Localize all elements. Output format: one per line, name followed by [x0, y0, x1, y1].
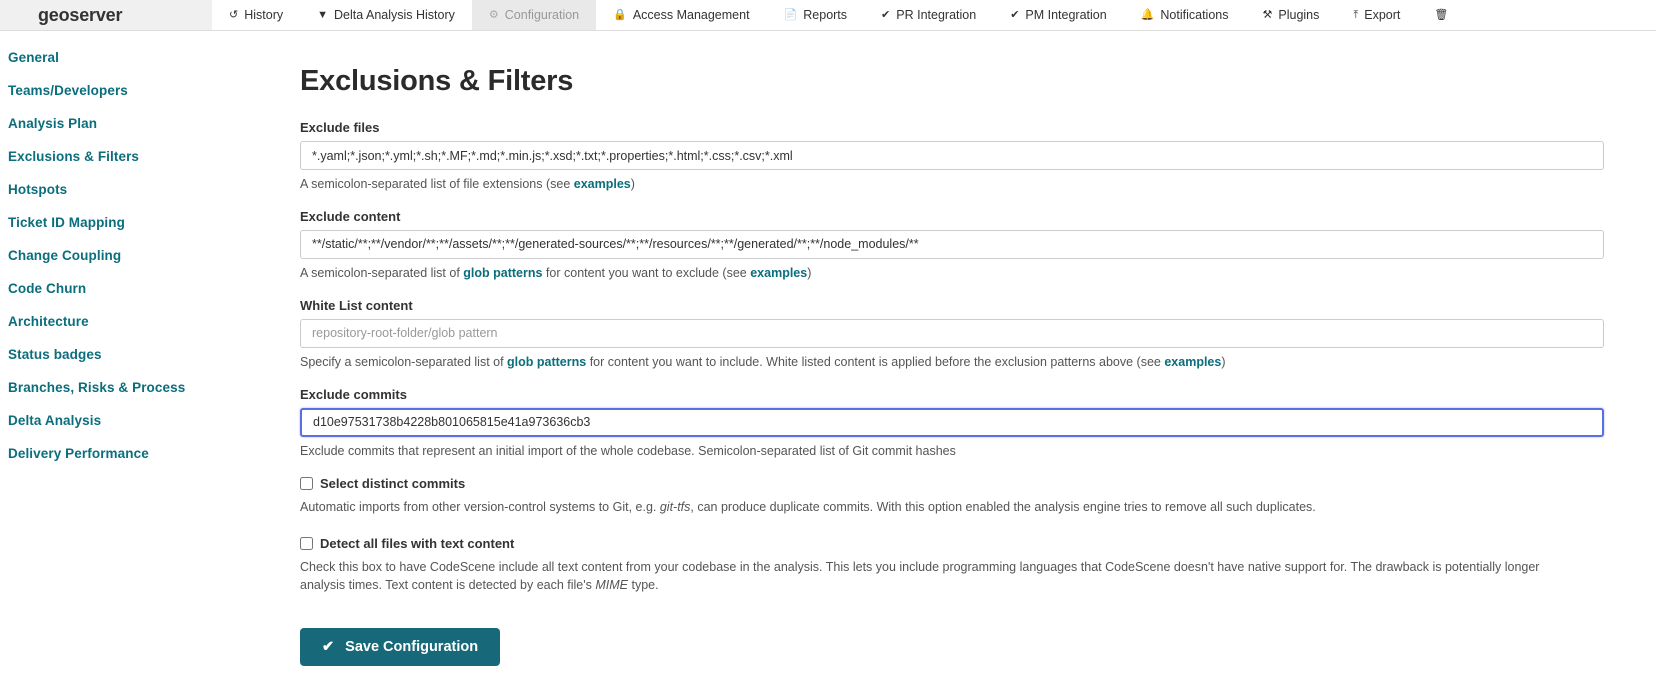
sidebar-item-hotspots[interactable]: Hotspots [8, 182, 68, 197]
nav-tab-pr-integration[interactable] [864, 0, 993, 30]
plug-icon: ⚒ [1262, 8, 1273, 21]
nav-tab-label: Export [1364, 8, 1401, 22]
detect-help-pre: Check this box to have CodeScene include all text content from your codebase in the analysis. This lets you include programming languages that CodeScene doesn't have native support for. The drawback is potentially longer analysis times. Text content is detected by each file's [300, 559, 1540, 592]
nav-tab-label: PM Integration [1025, 8, 1107, 22]
check-icon: ✔ [322, 638, 335, 655]
nav-tabs [212, 0, 1656, 30]
gear-icon: ⚙ [488, 8, 499, 21]
sidebar-item-delivery-performance[interactable]: Delivery Performance [8, 446, 149, 461]
top-navigation-bar [0, 0, 1656, 31]
sidebar-item-branches-risks-process[interactable]: Branches, Risks & Process [8, 380, 186, 395]
nav-tab-trash-icon[interactable] [1417, 0, 1471, 30]
sidebar-item-teams-developers[interactable]: Teams/Developers [8, 83, 128, 98]
white-list-input[interactable] [300, 319, 1604, 348]
app-brand[interactable]: geoserver [0, 0, 212, 30]
white-list-help-mid: for content you want to include. White listed content is applied before the exclusion patterns above (see [586, 354, 1165, 369]
page-title: Exclusions & Filters [300, 65, 574, 97]
select-distinct-commits-label: Select distinct commits [320, 475, 466, 491]
exclude-files-help-pre: A semicolon-separated list of file extensions (see [300, 177, 574, 191]
white-list-help-post: ) [1221, 354, 1226, 369]
exclude-content-help [300, 265, 1632, 282]
nav-tab-reports[interactable] [767, 0, 864, 30]
detect-help-em: MIME [595, 577, 629, 592]
exclude-commits-help: Exclude commits that represent an initial import of the whole codebase. Semicolon-separated list of Git commit hashes [300, 443, 956, 458]
document-icon: 📄 [783, 8, 798, 21]
detect-text-content-row[interactable] [300, 536, 1632, 551]
sidebar [0, 31, 212, 698]
nav-tab-history[interactable] [212, 0, 300, 30]
select-distinct-commits-checkbox[interactable] [300, 477, 313, 490]
exclude-files-examples-link[interactable]: examples [573, 177, 631, 191]
distinct-help-pre: Automatic imports from other version-control systems to Git, e.g. [300, 499, 660, 514]
upload-icon: ⤒ [1353, 8, 1359, 21]
filter-icon: ▼ [317, 8, 329, 21]
trash-icon: 🗑 [1434, 8, 1449, 21]
exclude-commits-input[interactable] [300, 408, 1604, 437]
nav-tab-access-management[interactable] [596, 0, 766, 30]
nav-tab-label: Plugins [1278, 8, 1320, 22]
sidebar-item-analysis-plan[interactable]: Analysis Plan [8, 116, 98, 131]
save-configuration-button[interactable] [300, 628, 500, 666]
detect-text-content-label: Detect all files with text content [320, 535, 515, 551]
select-distinct-commits-row[interactable] [300, 476, 1632, 491]
lock-icon: 🔒 [613, 8, 627, 21]
bell-icon: 🔔 [1140, 8, 1155, 21]
nav-tab-label: Access Management [632, 8, 750, 22]
exclude-files-input[interactable] [300, 141, 1604, 170]
nav-tab-label: Configuration [504, 8, 580, 22]
white-list-help-pre: Specify a semicolon-separated list of [300, 354, 508, 369]
exclude-files-help-post: ) [630, 177, 635, 191]
nav-tab-configuration[interactable] [472, 0, 596, 30]
detect-text-content-checkbox[interactable] [300, 537, 313, 550]
nav-tab-label: Reports [803, 8, 848, 22]
white-list-examples-link[interactable]: examples [1164, 354, 1222, 369]
exclude-content-label: Exclude content [300, 208, 401, 224]
nav-tab-pm-integration[interactable] [993, 0, 1124, 30]
sidebar-item-code-churn[interactable]: Code Churn [8, 281, 87, 296]
main-content [212, 31, 1656, 698]
sidebar-item-general[interactable]: General [8, 50, 59, 65]
exclude-content-help-post: ) [807, 265, 812, 280]
sidebar-item-delta-analysis[interactable]: Delta Analysis [8, 413, 102, 428]
exclude-content-help-mid: for content you want to exclude (see [542, 265, 751, 280]
glob-patterns-link-2[interactable]: glob patterns [507, 354, 587, 369]
exclude-files-help [300, 176, 1632, 193]
white-list-label: White List content [300, 297, 413, 313]
exclude-files-label: Exclude files [300, 120, 380, 135]
check-icon: ✔ [881, 8, 891, 21]
save-configuration-label: Save Configuration [345, 638, 479, 655]
nav-tab-label: PR Integration [896, 8, 977, 22]
distinct-help-post: , can produce duplicate commits. With this option enabled the analysis engine tries to remove all such duplicates. [690, 499, 1316, 514]
nav-tab-label: Delta Analysis History [334, 8, 455, 22]
detect-help-post: type. [628, 577, 659, 592]
sidebar-item-architecture[interactable]: Architecture [8, 314, 89, 329]
exclude-content-help-pre: A semicolon-separated list of [300, 265, 464, 280]
nav-tab-label: Notifications [1160, 8, 1229, 22]
sidebar-item-exclusions-filters[interactable]: Exclusions & Filters [8, 149, 140, 164]
sidebar-item-status-badges[interactable]: Status badges [8, 347, 102, 362]
select-distinct-commits-help [300, 498, 1550, 516]
exclude-content-examples-link[interactable]: examples [750, 265, 808, 280]
nav-tab-export[interactable] [1336, 0, 1417, 30]
nav-tab-delta-analysis-history[interactable] [300, 0, 472, 30]
distinct-help-em: git-tfs [659, 499, 691, 514]
nav-tab-notifications[interactable] [1124, 0, 1246, 30]
nav-tab-label: History [244, 8, 284, 22]
exclude-commits-label: Exclude commits [300, 386, 407, 402]
glob-patterns-link-1[interactable]: glob patterns [463, 265, 543, 280]
sidebar-item-change-coupling[interactable]: Change Coupling [8, 248, 122, 263]
sidebar-item-ticket-id-mapping[interactable]: Ticket ID Mapping [8, 215, 125, 230]
check-icon: ✔ [1010, 8, 1020, 21]
nav-tab-plugins[interactable] [1246, 0, 1337, 30]
detect-text-content-help [300, 558, 1550, 594]
exclude-content-input[interactable] [300, 230, 1604, 259]
white-list-help [300, 354, 1632, 371]
history-icon: ↺ [229, 8, 239, 21]
